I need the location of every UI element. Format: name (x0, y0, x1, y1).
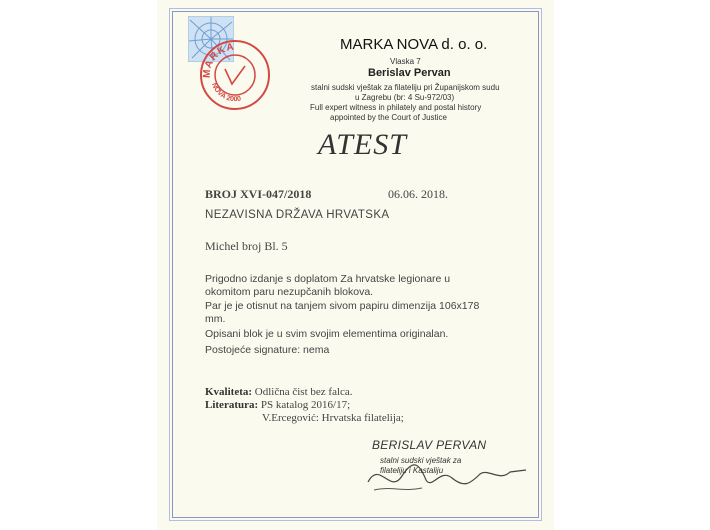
stamp-bottom-text: NOVA 2000 (210, 82, 242, 104)
expert-desc-line: appointed by the Court of Justice (330, 113, 447, 122)
literature-line (205, 399, 350, 411)
company-name: MARKA NOVA d. o. o. (340, 36, 488, 53)
literature-value: PS katalog 2016/17; (260, 399, 351, 411)
signature-title-line: filateliju i Kastaliju (380, 466, 444, 475)
svg-text:MARKA (202, 42, 236, 79)
body-line: Par je je otisnut na tanjem sivom papiru dimenzija 106x178 (205, 300, 480, 312)
company-address: Vlaska 7 (390, 57, 421, 66)
michel-number: Michel broj Bl. 5 (205, 239, 288, 253)
literature-label: Literatura: (205, 399, 259, 411)
literature-value-2: V.Ercegović: Hrvatska filatelija; (262, 412, 404, 424)
body-line: okomitom paru nezupčanih blokova. (205, 286, 374, 298)
quality-label: Kvaliteta: (205, 386, 253, 398)
expert-desc-line: Full expert witness in philately and postal history (310, 103, 482, 112)
certificate-date: 06.06. 2018. (388, 187, 448, 201)
stamp-top-text: MARKA (201, 41, 236, 79)
body-line: Prigodno izdanje s doplatom Za hrvatske legionare u (205, 273, 451, 285)
expert-name: Berislav Pervan (368, 67, 451, 79)
body-line: mm. (205, 313, 226, 325)
certificate-number: BROJ XVI-047/2018 (205, 187, 312, 201)
quality-value: Odlična čist bez falca. (254, 386, 353, 398)
marka-nova-stamp (198, 38, 272, 112)
expert-desc-line: u Zagrebu (br: 4 Su-972/03) (355, 93, 455, 102)
body-line: Opisani blok je u svim svojim elementima originalan. (205, 328, 449, 340)
signature-title-line: stalni sudski vještak za (380, 456, 462, 465)
expert-desc-line: stalni sudski vještak za filateliju pri Županijskom sudu (311, 83, 500, 92)
document-title: ATEST (318, 128, 407, 161)
country-heading: NEZAVISNA DRŽAVA HRVATSKA (205, 209, 390, 221)
body-line: Postojeće signature: nema (205, 344, 330, 356)
signature-name: BERISLAV PERVAN (372, 438, 487, 452)
quality-line (205, 386, 353, 398)
